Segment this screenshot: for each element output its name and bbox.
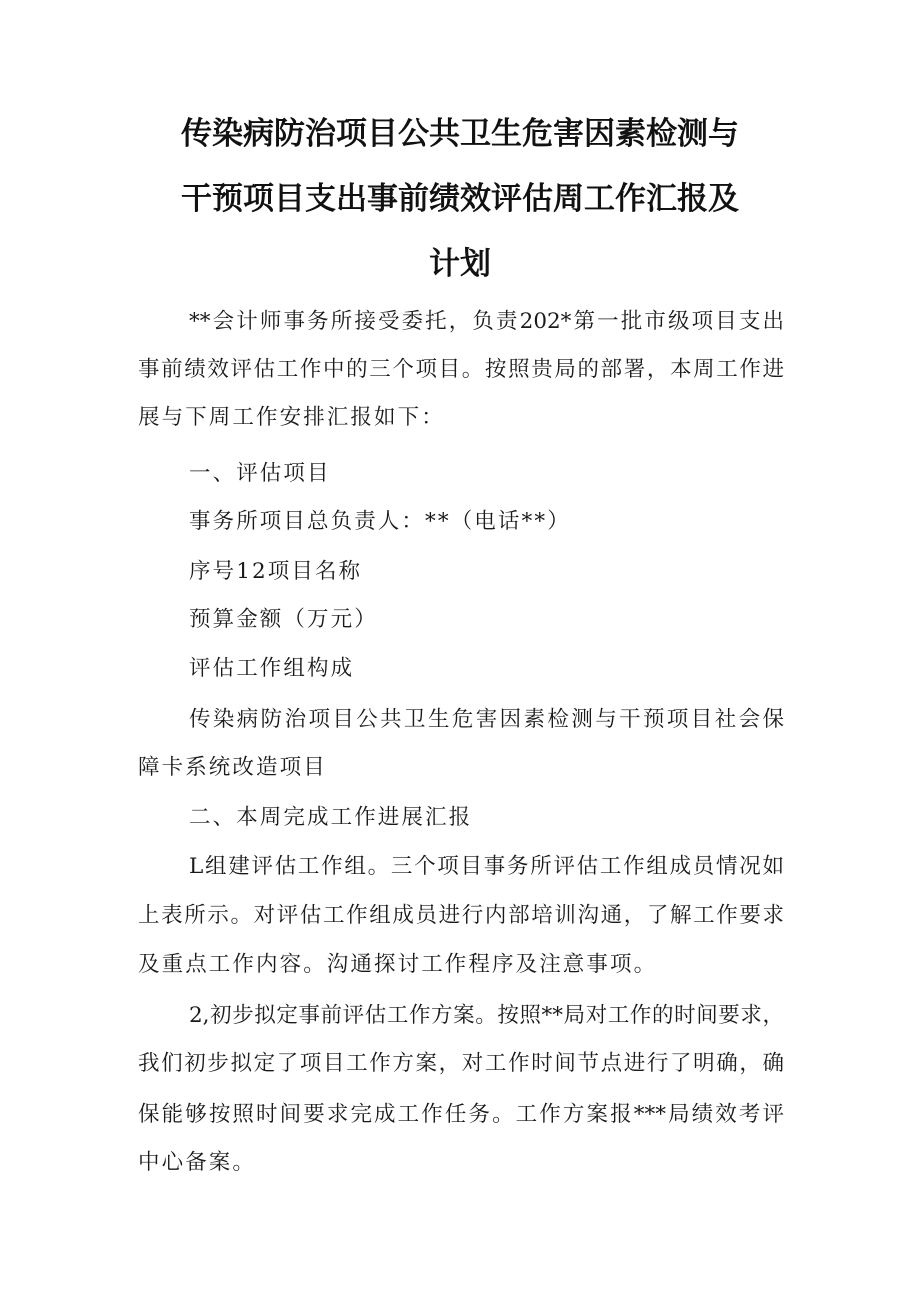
intro-line-2: 事前绩效评估工作中的三个项目。按照贵局的部署，本周工作进 bbox=[138, 357, 784, 382]
table-team-label: 评估工作组构成 bbox=[189, 656, 355, 681]
item-1-line-3: 及重点工作内容。沟通探讨工作程序及注意事项。 bbox=[138, 952, 658, 977]
project-names-line-1: 传染病防治项目公共卫生危害因素检测与干预项目社会保 bbox=[189, 707, 784, 732]
item-2-line-2: 我们初步拟定了项目工作方案，对工作时间节点进行了明确，确 bbox=[138, 1051, 784, 1076]
item-2-line-4: 中心备案。 bbox=[138, 1150, 257, 1175]
title-line-2: 干预项目支出事前绩效评估周工作汇报及 bbox=[181, 181, 739, 217]
intro-line-1: **会计师事务所接受委托，负责202*第一批市级项目支出 bbox=[189, 309, 784, 334]
project-names-line-2: 障卡系统改造项目 bbox=[138, 755, 327, 780]
item-1-line-2: 上表所示。对评估工作组成员进行内部培训沟通，了解工作要求 bbox=[138, 903, 784, 928]
table-row-number: 序号12项目名称 bbox=[189, 559, 363, 584]
item-1-line-1: L组建评估工作组。三个项目事务所评估工作组成员情况如 bbox=[189, 854, 784, 879]
table-budget-label: 预算金额（万元） bbox=[189, 607, 378, 632]
title-line-3: 计划 bbox=[429, 246, 491, 282]
item-2-line-1: 2,初步拟定事前评估工作方案。按照**局对工作的时间要求， bbox=[189, 1003, 784, 1028]
intro-line-3: 展与下周工作安排汇报如下： bbox=[138, 405, 445, 430]
document-title bbox=[138, 102, 782, 297]
project-lead: 事务所项目总负责人：**（电话**） bbox=[189, 509, 571, 534]
section-1-heading: 一、评估项目 bbox=[189, 461, 331, 486]
section-2-heading: 二、本周完成工作进展汇报 bbox=[189, 805, 473, 830]
item-2-line-3: 保能够按照时间要求完成工作任务。工作方案报***局绩效考评 bbox=[138, 1102, 784, 1127]
title-line-1: 传染病防治项目公共卫生危害因素检测与 bbox=[181, 116, 739, 152]
